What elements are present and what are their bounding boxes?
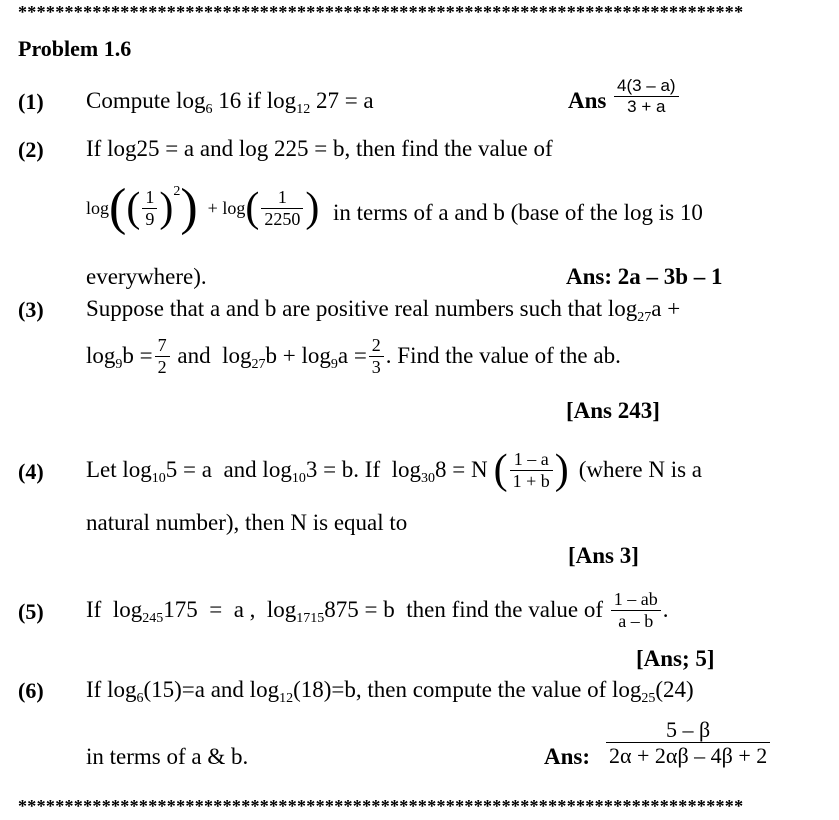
problem-5-answer: [Ans; 5] [636, 646, 715, 671]
problem-2-answer: Ans: 2a – 3b – 1 [566, 264, 723, 289]
bottom-star-divider: ****************************************************************************** [18, 796, 744, 816]
problem-1-number: (1) [18, 89, 44, 114]
problem-2-line-1: If log25 = a and log 225 = b, then find the value of [86, 136, 553, 161]
problem-6-answer-label: Ans: [544, 744, 591, 769]
problem-5-number: (5) [18, 599, 44, 624]
problem-6-line-2: in terms of a & b. [86, 744, 249, 769]
problem-6-number: (6) [18, 678, 44, 703]
problem-4-number: (4) [18, 459, 44, 484]
problem-1-answer-fraction: $\frac{4(3 - a)}{3 + a}$ [612, 77, 681, 116]
problem-4-line-1: Let $\log_{10}5 = a$ and $\log_{10}3 = b$. If $\log_{30}8 = N$ ( $\frac{1 - a}{1 + b}$ ) (where N is a [86, 447, 703, 493]
problem-6-line-1: If $\log_6(15)=a$ and $\log_{12}(18)=b$, then compute the value of $\log_{25}(24)$ [86, 677, 694, 706]
problem-4-answer: [Ans 3] [568, 543, 639, 568]
problem-3-number: (3) [18, 297, 44, 322]
problem-2-line-3: everywhere). [86, 264, 207, 289]
problem-6-answer-fraction: $\frac{5 - \beta}{2\alpha + 2\alpha\beta - 4\beta + 2}$ [604, 718, 772, 767]
problem-4-line-2: natural number), then N is equal to [86, 510, 408, 535]
problem-1-answer-label: Ans [568, 88, 607, 113]
problem-3-line-2: $\log_9b$ = $\frac{7}{2}$ and $\log_{27}b + \log_9a$ = $\frac{2}{3}$ . Find the value of the ab. [86, 335, 621, 377]
problem-title: Problem 1.6 [18, 36, 132, 61]
problem-5-line-1: If $\log_{245}175 = a$ , $\log_{1715}875 = b$ then find the value of $\frac{1 - ab}{a - b}$ . [86, 588, 669, 631]
problem-3-line-1: Suppose that a and b are positive real numbers such that $\log_{27}a$ + [86, 296, 681, 325]
problem-3-answer: [Ans 243] [566, 398, 660, 423]
problem-1-text: Compute $\log_6 16$ if $\log_{12} 27 = a$ [86, 88, 374, 117]
problem-2-expression: log ( ( $\frac{1}{9}$ ) $^2$ ) + log ( $\frac{1}{2250}$ ) [86, 179, 320, 236]
problem-2-tail: in terms of a and b (base of the log is 10 [333, 200, 703, 225]
problem-2-number: (2) [18, 137, 44, 162]
top-star-divider: ****************************************************************************** [18, 2, 744, 22]
